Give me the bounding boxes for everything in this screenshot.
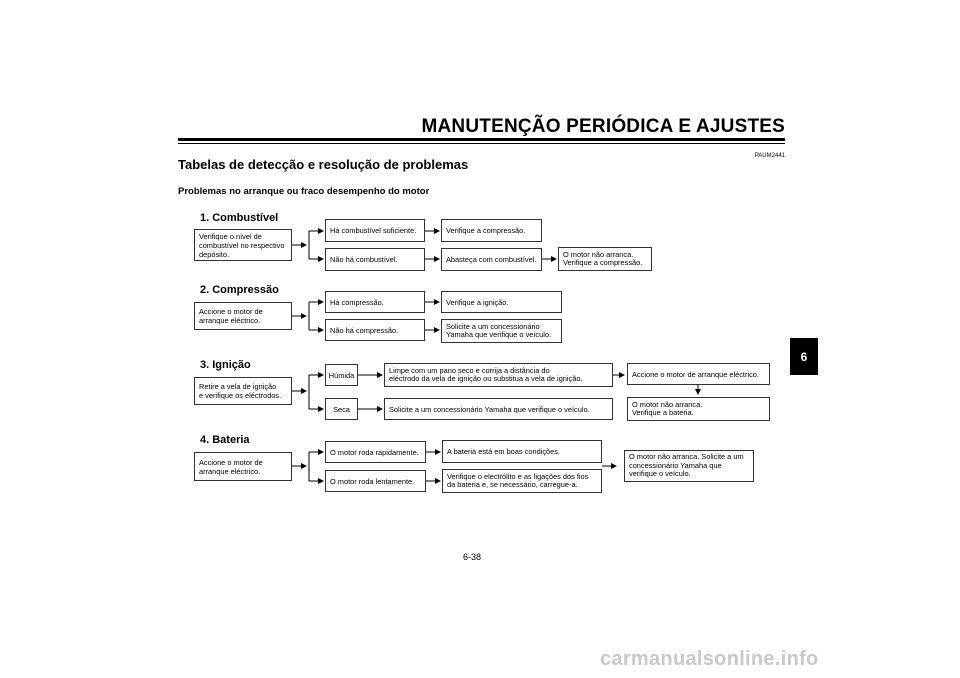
subsection-title: Problemas no arranque ou fraco desempenho do motor bbox=[178, 186, 430, 197]
battery-start-box: Accione o motor de arranque eléctrico. bbox=[194, 452, 292, 481]
fuel-check-compression-box: Verifique a compressão. bbox=[441, 219, 542, 242]
battery-good-box: A bateria está em boas condições. bbox=[442, 440, 602, 463]
fuel-check-box: Verifique o nível de combustível no respectivo depósito. bbox=[194, 229, 292, 261]
compression-start-box: Accione o motor de arranque eléctrico. bbox=[194, 302, 292, 330]
fuel-none-box: Não há combustível. bbox=[325, 248, 425, 271]
compression-dealer-box: Solicite a um concessionário Yamaha que verifique o veículo. bbox=[441, 319, 562, 343]
ignition-clean-plug-box: Limpe com um pano seco e corrija a distância do eléctrodo da vela de ignição ou substitua a vela de ignição. bbox=[384, 363, 613, 387]
battery-fast-box: O motor roda rapidamente. bbox=[325, 441, 426, 463]
chapter-tab: 6 bbox=[790, 338, 818, 375]
page-number: 6-38 bbox=[463, 552, 482, 562]
compression-check-ignition-box: Verifique a ignição. bbox=[441, 291, 562, 313]
heading-fuel: 1. Combustível bbox=[200, 212, 279, 224]
fuel-refill-box: Abasteça com combustível. bbox=[441, 248, 542, 271]
heading-compression: 2. Compressão bbox=[200, 284, 279, 296]
compression-none-box: Não há compressão. bbox=[325, 319, 425, 341]
battery-slow-box: O motor roda lentamente. bbox=[325, 470, 426, 492]
ignition-start-box: Retire a vela de ignição e verifique os eléctrodos. bbox=[194, 377, 292, 405]
ignition-start-again-box: Accione o motor de arranque eléctrico. bbox=[627, 363, 770, 385]
ignition-wet-box: Húmida bbox=[325, 364, 358, 386]
ignition-no-start-box: O motor não arranca. Verifique a bateria. bbox=[627, 397, 770, 421]
document-code: PAUM2441 bbox=[754, 153, 785, 159]
heading-ignition: 3. Ignição bbox=[200, 359, 251, 371]
battery-no-start-box: O motor não arranca. Solicite a um concessionário Yamaha que verifique o veículo. bbox=[624, 450, 754, 482]
fuel-no-start-box: O motor não arranca. Verifique a compressão. bbox=[558, 247, 652, 271]
watermark: carmanualsonline.info bbox=[600, 648, 819, 670]
section-title: Tabelas de detecção e resolução de problemas bbox=[178, 157, 469, 172]
fuel-sufficient-box: Há combustível suficiente. bbox=[325, 219, 425, 242]
page-title: MANUTENÇÃO PERIÓDICA E AJUSTES bbox=[421, 116, 785, 137]
compression-ok-box: Há compressão. bbox=[325, 291, 425, 313]
ignition-dealer-box: Solicite a um concessionário Yamaha que verifique o veículo. bbox=[384, 398, 613, 420]
battery-check-electrolyte-box: Verifique o electrólito e as ligações dos fios da bateria e, se necessário, carregue-a. bbox=[442, 469, 602, 493]
ignition-dry-box: Seca bbox=[325, 398, 358, 420]
heading-battery: 4. Bateria bbox=[200, 434, 250, 446]
